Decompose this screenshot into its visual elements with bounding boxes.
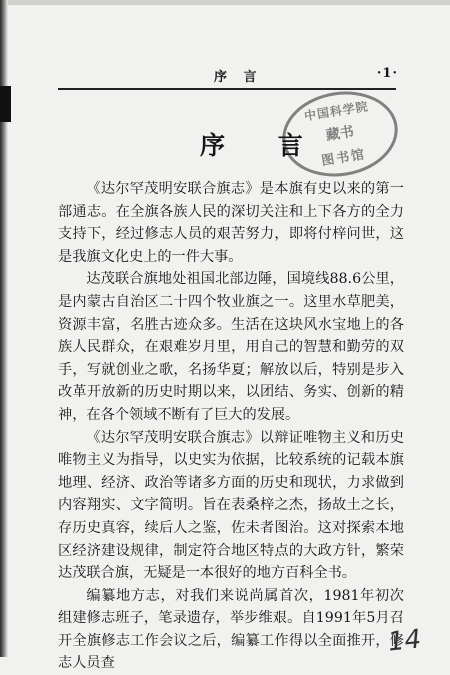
preface-body (58, 178, 404, 675)
paragraph-4: 编纂地方志，对我们来说尚属首次，1981年初次组建修志班子，笔录遗存，举步维艰。自1991年5月召开全旗修志工作会议之后，编纂工作得以全面推开，修志人员查 (58, 587, 404, 672)
paragraph-3: 《达尔罕茂明安联合旗志》以辩证唯物主义和历史唯物主义为指导，以史实为依据，比较系统的记载本旗地理、经济、政治等诸多方面的历史和现状，力求做到内容翔实、文字简明。旨在表桑梓之杰，扬故土之长，存历史真容，续后人之鉴，佐未者图治。这对探索本地区经济建设规律，制定符合地区特点的大政方针，繁荣达茂联合旗，无疑是一本很好的地方百科全书。 (58, 429, 404, 582)
stamp-line-3: 图书馆 (320, 147, 368, 170)
page-number: ·1· (376, 66, 398, 81)
running-header (58, 66, 398, 88)
scan-binding-mark (0, 86, 11, 122)
page-title: 序 言 (200, 131, 325, 160)
header-rule (58, 88, 396, 90)
scan-top-edge (0, 0, 450, 5)
stamp-line-1: 中国科学院 (303, 99, 370, 124)
stamp-line-2: 藏书 (324, 123, 356, 145)
handwritten-page-mark: 14 (386, 624, 423, 658)
paragraph-1: 《达尔罕茂明安联合旗志》是本旗有史以来的第一部通志。在全旗各族人民的深切关注和上下各方的全力支持下，经过修志人员的艰苦努力，即将付梓问世，这是我旗文化史上的一件大事。 (58, 181, 404, 265)
running-header-title: 序 言 (214, 70, 263, 85)
paragraph-2: 达茂联合旗地处祖国北部边陲，国境线88.6公里，是内蒙古自治区二十四个牧业旗之一。这里水草肥美，资源丰富，名胜古迹众多。生活在这块风水宝地上的各族人民群众，在艰难岁月里，用自己的智慧和勤劳的双手，写就创业之歌，名扬华夏；解放以后，特别是步入改革开放新的历史时期以来，以团结、务实、创新的精神，在各个领域不断有了巨大的发展。 (58, 271, 404, 423)
